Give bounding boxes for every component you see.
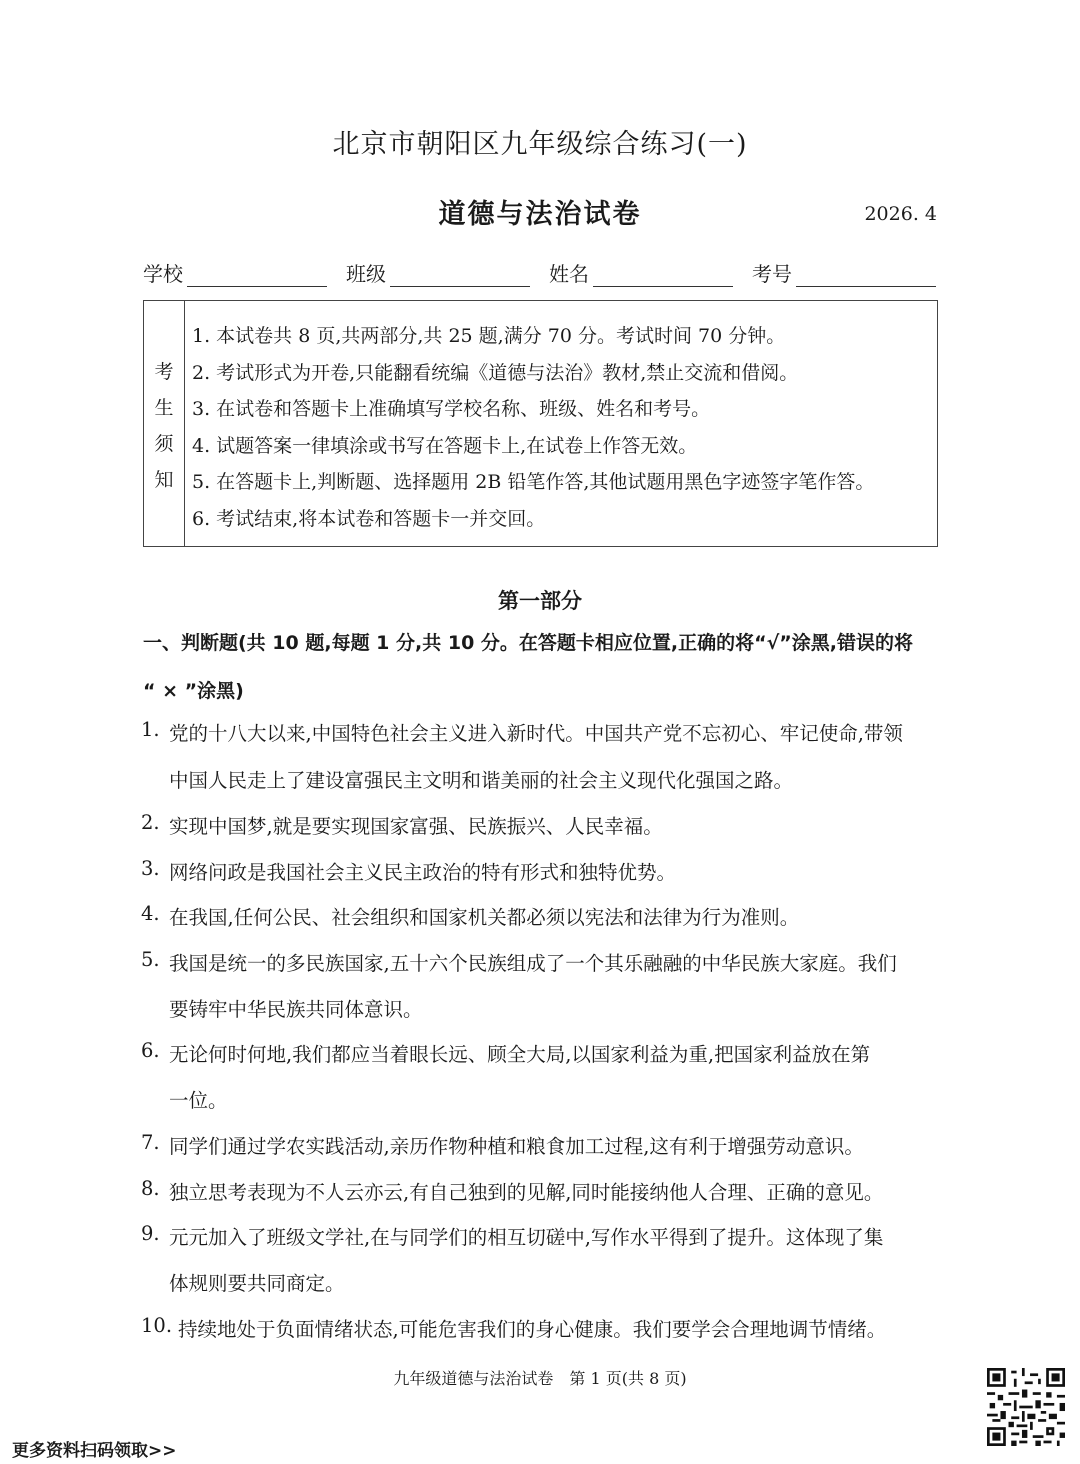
question-text: 在我国,任何公民、社会组织和国家机关都必须以宪法和法律为行为准则。 (169, 906, 800, 929)
question-text: 党的十八大以来,中国特色社会主义进入新时代。中国共产党不忘初心、牢记使命,带领 (169, 722, 903, 745)
question-number: 3. (141, 857, 160, 880)
question-text: 中国人民走上了建设富强民主文明和谐美丽的社会主义现代化强国之路。 (169, 769, 794, 792)
question-text: 体规则要共同商定。 (169, 1272, 345, 1295)
part-heading: 第一部分 (498, 589, 582, 613)
notice-side-label: 考 生 须 知 (144, 301, 185, 546)
notice-items (192, 321, 874, 540)
exam-number-field: 考号 (752, 258, 936, 287)
question-text: 实现中国梦,就是要实现国家富强、民族振兴、人民幸福。 (169, 815, 663, 838)
question-number: 2. (141, 811, 160, 834)
notice-item: 3. 在试卷和答题卡上准确填写学校名称、班级、姓名和考号。 (192, 398, 711, 420)
question-text: 网络问政是我国社会主义民主政治的特有形式和独特优势。 (169, 861, 677, 884)
student-info-fields (143, 258, 938, 288)
question-text: 同学们通过学农实践活动,亲历作物种植和粮食加工过程,这有利于增强劳动意识。 (169, 1135, 864, 1158)
more-resources-link[interactable]: 更多资料扫码领取>> (12, 1441, 177, 1461)
question-number: 4. (141, 902, 160, 925)
candidate-notice-box (143, 300, 938, 547)
notice-item: 4. 试题答案一律填涂或书写在答题卡上,在试卷上作答无效。 (192, 434, 698, 457)
question-number: 5. (141, 948, 160, 971)
question-number: 9. (141, 1222, 160, 1245)
notice-item: 1. 本试卷共 8 页,共两部分,共 25 题,满分 70 分。考试时间 70 分钟。 (192, 325, 786, 347)
question-number: 8. (141, 1177, 160, 1200)
question-number: 10. (141, 1314, 173, 1337)
notice-item: 2. 考试形式为开卷,只能翻看统编《道德与法治》教材,禁止交流和借阅。 (192, 361, 799, 384)
question-text: 元元加入了班级文学社,在与同学们的相互切磋中,写作水平得到了提升。这体现了集 (169, 1226, 884, 1249)
school-field: 学校 (143, 258, 327, 287)
exam-date: 2026. 4 (864, 203, 937, 225)
name-field: 姓名 (549, 258, 733, 287)
notice-item: 5. 在答题卡上,判断题、选择题用 2B 铅笔作答,其他试题用黑色字迹签字笔作答。 (192, 471, 875, 493)
qr-code-icon[interactable] (987, 1368, 1065, 1446)
section-instructions-cont: “ × ”涂黑) (143, 680, 244, 702)
question-number: 1. (141, 718, 160, 741)
question-number: 7. (141, 1131, 160, 1154)
page-footer: 九年级道德与法治试卷 第 1 页(共 8 页) (393, 1369, 687, 1388)
question-text: 我国是统一的多民族国家,五十六个民族组成了一个其乐融融的中华民族大家庭。我们 (169, 952, 897, 975)
question-number: 6. (141, 1039, 160, 1062)
notice-item: 6. 考试结束,将本试卷和答题卡一并交回。 (192, 507, 546, 530)
class-field: 班级 (346, 258, 530, 287)
exam-title: 北京市朝阳区九年级综合练习(一) (332, 129, 748, 160)
question-text: 持续地处于负面情绪状态,可能危害我们的身心健康。我们要学会合理地调节情绪。 (178, 1318, 887, 1341)
question-text: 无论何时何地,我们都应当着眼长远、顾全大局,以国家利益为重,把国家利益放在第 (169, 1043, 871, 1066)
question-text: 要铸牢中华民族共同体意识。 (169, 998, 423, 1021)
question-text: 一位。 (169, 1089, 228, 1112)
subject-title: 道德与法治试卷 (438, 199, 642, 230)
question-text: 独立思考表现为不人云亦云,有自己独到的见解,同时能接纳他人合理、正确的意见。 (169, 1181, 884, 1204)
section-instructions: 一、判断题(共 10 题,每题 1 分,共 10 分。在答题卡相应位置,正确的将“√”涂黑,错误的将 (143, 632, 913, 654)
